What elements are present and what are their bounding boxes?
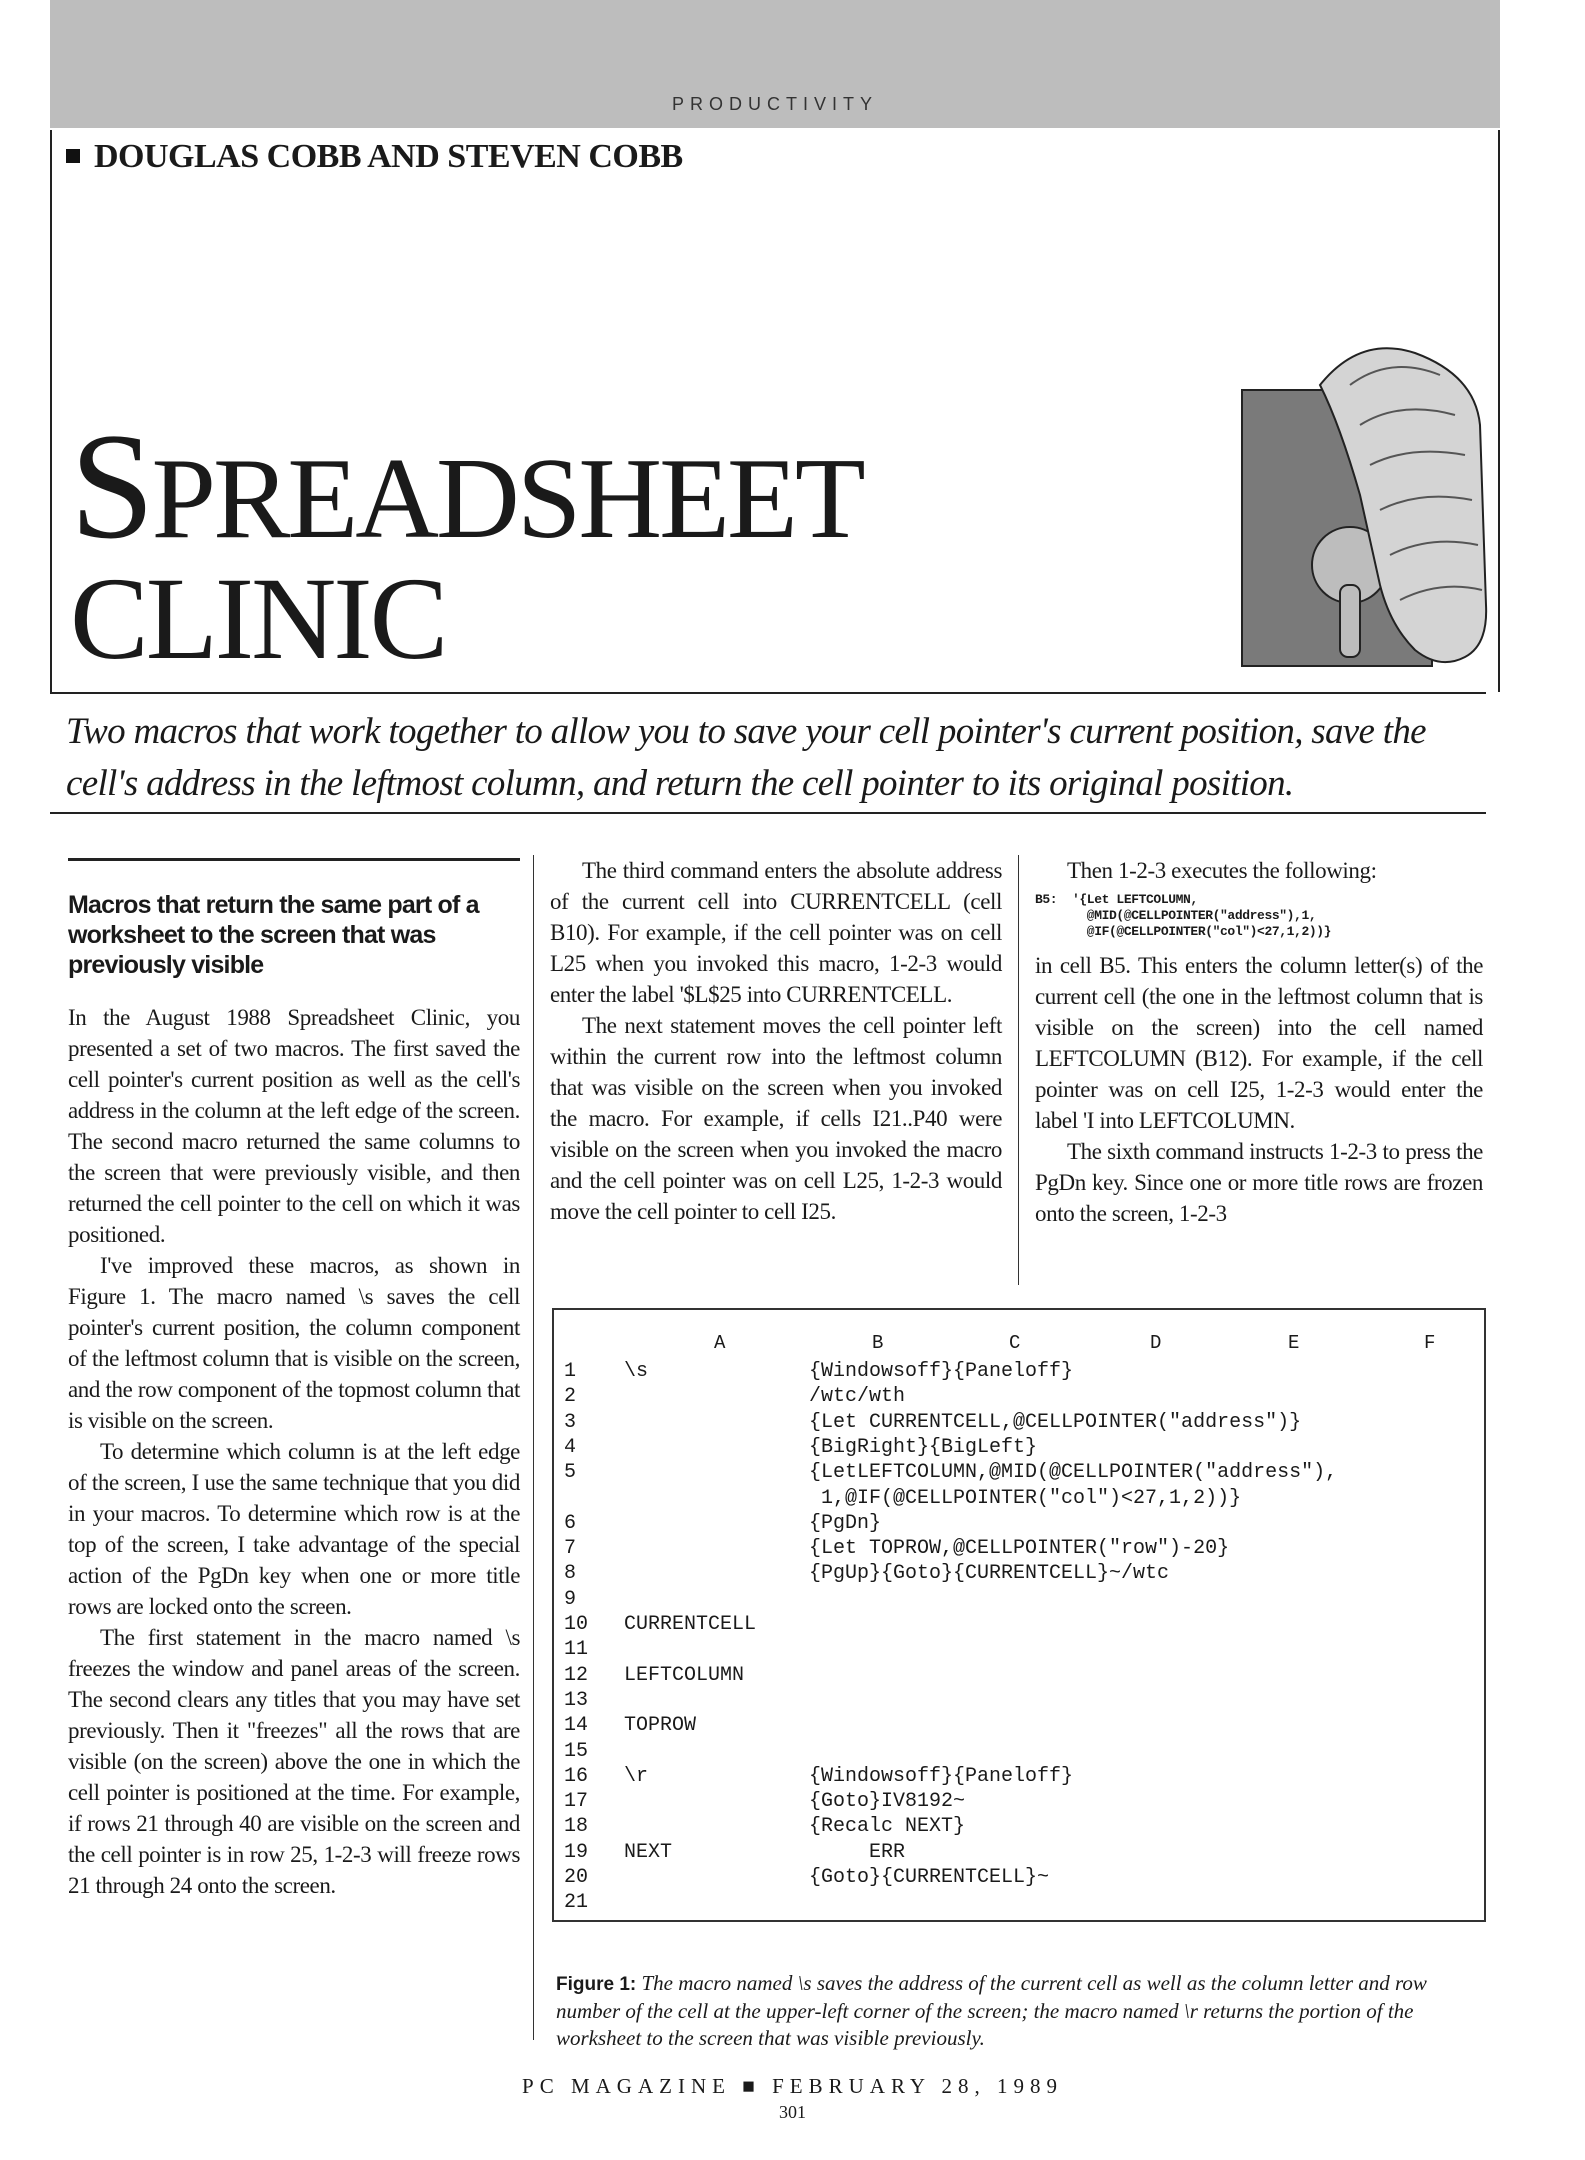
- column-divider: [1018, 855, 1019, 1285]
- page-number: 301: [779, 2102, 806, 2122]
- figure-row: [564, 1562, 1469, 1587]
- column-header: B: [872, 1332, 884, 1354]
- row-number: 8: [564, 1562, 577, 1586]
- row-number: 6: [564, 1511, 577, 1535]
- deck-bottom-rule: [50, 812, 1486, 814]
- figure-row: [564, 1638, 1469, 1663]
- figure-row: [564, 1841, 1469, 1866]
- left-rule: [50, 130, 52, 692]
- figure-row: [564, 1891, 1469, 1916]
- cell-b: {Goto}IV8192~: [809, 1790, 966, 1814]
- figure-1-spreadsheet: [552, 1308, 1486, 1922]
- cell-a: LEFTCOLUMN: [624, 1663, 745, 1687]
- cell-b: 1,@IF(@CELLPOINTER("col")<27,1,2))}: [809, 1486, 1242, 1510]
- column-header: C: [1009, 1332, 1021, 1354]
- right-rule: [1498, 130, 1500, 692]
- column-header: E: [1288, 1332, 1300, 1354]
- paragraph: The next statement moves the cell pointer left within the current row into the leftmost column that was visible on the screen when you invoked the macro. For example, if cells I21..P40 were visible on the screen when you invoked the macro and the cell pointer was on cell L25, 1-2-3 would move the cell pointer to cell I25.: [550, 1013, 1002, 1224]
- cell-b: {Goto}{CURRENTCELL}~: [809, 1866, 1050, 1889]
- page-footer: PC MAGAZINE ■ FEBRUARY 28, 1989: [522, 2074, 1063, 2098]
- caption-label: Figure 1:: [556, 1974, 637, 1995]
- figure-caption: [556, 1970, 1486, 2052]
- row-number: 5: [564, 1461, 577, 1485]
- row-number: 10: [564, 1613, 589, 1636]
- cell-b: {LetLEFTCOLUMN,@MID(@CELLPOINTER("address"),: [809, 1461, 1338, 1485]
- figure-row: [564, 1461, 1469, 1486]
- paragraph: The sixth command instructs 1-2-3 to press the PgDn key. Since one or more title rows are frozen onto the screen, 1-2-3: [1035, 1139, 1483, 1226]
- row-number: 16: [564, 1764, 589, 1788]
- row-number: 12: [564, 1663, 589, 1687]
- paragraph: In the August 1988 Spreadsheet Clinic, you presented a set of two macros. The first saved the cell pointer's current position as well as the cell's address in the column at the left edge of the screen. The second macro returned the same columns to the screen that were previously visible, and then returned the cell pointer to the cell on which it was positioned.: [68, 1005, 520, 1247]
- row-number: 18: [564, 1815, 589, 1839]
- subhead-rule: [68, 858, 520, 861]
- figure-row: [564, 1765, 1469, 1790]
- cell-b: {Let CURRENTCELL,@CELLPOINTER("address")}: [809, 1410, 1302, 1434]
- figure-row: [564, 1512, 1469, 1537]
- title-line-2: CLINIC: [70, 553, 446, 684]
- cell-a: NEXT: [624, 1840, 673, 1864]
- row-number: 19: [564, 1840, 589, 1864]
- row-number: 13: [564, 1688, 589, 1712]
- bullet-square-icon: [66, 149, 80, 163]
- cell-b: {BigRight}{BigLeft}: [809, 1435, 1038, 1459]
- column-header: D: [1150, 1332, 1162, 1354]
- row-number: 15: [564, 1739, 589, 1763]
- paragraph: Then 1-2-3 executes the following:: [1067, 858, 1377, 883]
- paragraph: The first statement in the macro named \s freezes the window and panel areas of the screen. The second clears any titles that you may have set previously. Then it "freezes" all the rows that are visible (on the screen) above the one in which the cell pointer is positioned at the time. For example, if rows 21 through 40 are visible on the screen and the cell pointer is in row 25, 1-2-3 will freeze rows 21 through 24 onto the screen.: [68, 1625, 520, 1898]
- cell-b: {Windowsoff}{Paneloff}: [809, 1764, 1074, 1788]
- title-initial: S: [70, 402, 152, 570]
- figure-row: [564, 1613, 1469, 1638]
- row-number: 4: [564, 1435, 577, 1459]
- title-line-1-rest: PREADSHEET: [151, 435, 863, 563]
- row-number: 21: [564, 1891, 589, 1915]
- paragraph: The third command enters the absolute address of the current cell into CURRENTCELL (cell B10). For example, if the cell pointer was on cell L25 when you invoked this macro, 1-2-3 would enter the label '$L$25 into CURRENTCELL.: [550, 858, 1002, 1007]
- floppy-disk-illustration: [1240, 345, 1490, 670]
- cell-a: TOPROW: [624, 1714, 697, 1738]
- row-number: 11: [564, 1638, 589, 1662]
- figure-row: [564, 1714, 1469, 1739]
- column-1: [68, 890, 520, 1901]
- cell-a: \s: [624, 1360, 649, 1383]
- cell-b: /wtc/wth: [809, 1385, 906, 1409]
- row-number: 2: [564, 1385, 577, 1409]
- byline: [66, 138, 683, 176]
- row-number: 20: [564, 1866, 589, 1889]
- column-2: [550, 855, 1002, 1227]
- figure-row: [564, 1740, 1469, 1765]
- paragraph: in cell B5. This enters the column letter(s) of the current cell (the one in the leftmost column that is visible on the screen) into the cell named LEFTCOLUMN (B12). For example, if the cell pointer was on cell I25, 1-2-3 would enter the label 'I into LEFTCOLUMN.: [1035, 953, 1483, 1133]
- column-header: F: [1424, 1332, 1436, 1354]
- column-divider: [533, 855, 534, 2040]
- row-number: 7: [564, 1537, 577, 1561]
- caption-text: The macro named \s saves the address of the current cell as well as the column letter and row number of the cell at the upper-left corner of the screen; the macro named \r returns the portion of the worksheet to the screen that was visible previously.: [556, 1971, 1427, 2050]
- deck-top-rule: [50, 692, 1486, 694]
- figure-row: [564, 1689, 1469, 1714]
- deck: Two macros that work together to allow you to save your cell pointer's current position, save the cell's address in the leftmost column, and return the cell pointer to its original position.: [66, 711, 1426, 804]
- figure-row: [564, 1664, 1469, 1689]
- subhead: Macros that return the same part of a worksheet to the screen that was previously visible: [68, 891, 479, 979]
- row-number: 17: [564, 1790, 589, 1814]
- cell-b: {Windowsoff}{Paneloff}: [809, 1360, 1074, 1383]
- paragraph: I've improved these macros, as shown in Figure 1. The macro named \s saves the cell pointer's current position, the column component of the leftmost column that is visible on the screen, and the row component of the topmost column that is visible on the screen.: [68, 1253, 520, 1433]
- figure-row: [564, 1487, 1469, 1512]
- code-snippet: B5: '{Let LEFTCOLUMN, @MID(@CELLPOINTER("address"),1, @IF(@CELLPOINTER("col")<27,1,2))}: [1035, 892, 1332, 939]
- title-line-1: [70, 402, 863, 570]
- row-number: 3: [564, 1410, 577, 1434]
- figure-row: [564, 1815, 1469, 1840]
- paragraph: To determine which column is at the left edge of the screen, I use the same technique that you did in your macros. To determine which row is at the top of the screen, I take advantage of the special action of the PgDn key when one or more title rows are locked onto the screen.: [68, 1439, 520, 1619]
- cell-b: {Recalc NEXT}: [809, 1815, 966, 1839]
- figure-row: [564, 1790, 1469, 1815]
- row-number: 14: [564, 1714, 589, 1738]
- section-label: PRODUCTIVITY: [671, 94, 878, 114]
- figure-row: [564, 1866, 1469, 1891]
- cell-b: {PgUp}{Goto}{CURRENTCELL}~/wtc: [809, 1562, 1170, 1586]
- figure-row: [564, 1411, 1469, 1436]
- cell-a: \r: [624, 1764, 649, 1788]
- column-3: [1035, 855, 1483, 1229]
- figure-row: [564, 1588, 1469, 1613]
- column-header: A: [714, 1332, 726, 1354]
- figure-row: [564, 1385, 1469, 1410]
- cell-b: ERR: [809, 1840, 906, 1864]
- cell-b: {Let TOPROW,@CELLPOINTER("row")-20}: [809, 1537, 1230, 1561]
- figure-row: [564, 1360, 1469, 1385]
- cell-a: CURRENTCELL: [624, 1613, 757, 1636]
- cell-b: {PgDn}: [809, 1511, 882, 1535]
- figure-row: [564, 1537, 1469, 1562]
- row-number: 1: [564, 1360, 577, 1383]
- figure-row: [564, 1436, 1469, 1461]
- row-number: 9: [564, 1587, 577, 1611]
- author-names: DOUGLAS COBB AND STEVEN COBB: [94, 138, 683, 175]
